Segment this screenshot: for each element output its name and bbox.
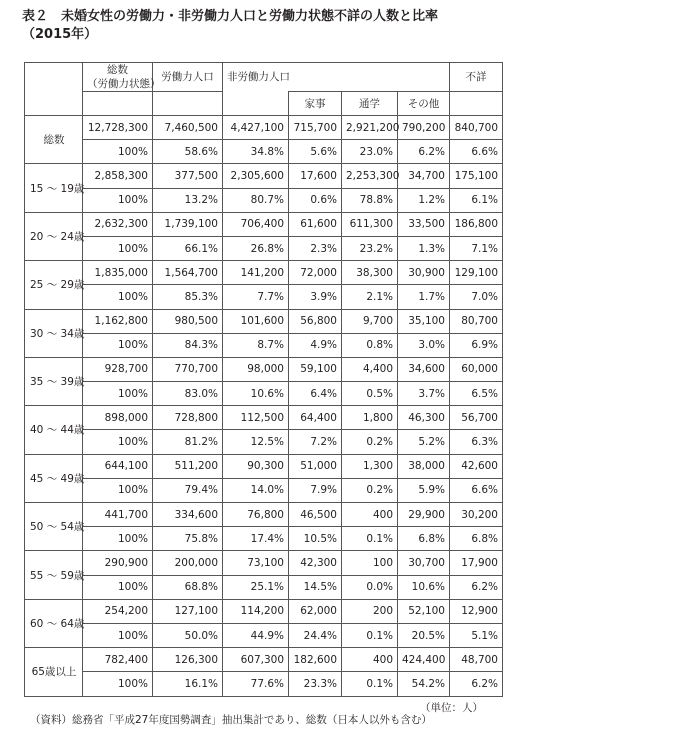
percent-cell: 0.0%: [342, 575, 398, 599]
percent-cell: 14.0%: [223, 478, 289, 502]
percent-cell: 68.8%: [153, 575, 223, 599]
count-cell: 34,700: [398, 164, 450, 188]
percent-cell: 83.0%: [153, 382, 223, 406]
percent-cell: 14.5%: [289, 575, 342, 599]
row-label: 35 〜 39歳: [25, 357, 83, 405]
percent-cell: 77.6%: [223, 672, 289, 696]
corner-header: [25, 63, 83, 116]
table-row: [25, 551, 503, 575]
percent-cell: 10.6%: [398, 575, 450, 599]
percent-cell: 0.1%: [342, 527, 398, 551]
row-label: 30 〜 34歳: [25, 309, 83, 357]
percent-cell: 1.7%: [398, 285, 450, 309]
count-cell: 898,000: [83, 406, 153, 430]
count-cell: 114,200: [223, 599, 289, 623]
count-cell: 334,600: [153, 503, 223, 527]
count-cell: 42,600: [450, 454, 503, 478]
count-cell: 607,300: [223, 648, 289, 672]
percent-cell: 6.1%: [450, 188, 503, 212]
percent-cell: 8.7%: [223, 333, 289, 357]
percent-cell: 17.4%: [223, 527, 289, 551]
table-row: [25, 648, 503, 672]
percent-cell: 1.3%: [398, 236, 450, 260]
count-cell: 790,200: [398, 116, 450, 140]
count-cell: 728,800: [153, 406, 223, 430]
count-cell: 141,200: [223, 261, 289, 285]
header-other: その他: [398, 92, 450, 116]
table-row: [25, 527, 503, 551]
percent-cell: 6.2%: [450, 575, 503, 599]
percent-cell: 0.1%: [342, 672, 398, 696]
percent-cell: 100%: [83, 527, 153, 551]
count-cell: 400: [342, 648, 398, 672]
percent-cell: 0.6%: [289, 188, 342, 212]
percent-cell: 7.9%: [289, 478, 342, 502]
count-cell: 52,100: [398, 599, 450, 623]
percent-cell: 2.1%: [342, 285, 398, 309]
percent-cell: 26.8%: [223, 236, 289, 260]
row-label: 40 〜 44歳: [25, 406, 83, 454]
percent-cell: 7.7%: [223, 285, 289, 309]
count-cell: 290,900: [83, 551, 153, 575]
count-cell: 441,700: [83, 503, 153, 527]
percent-cell: 100%: [83, 333, 153, 357]
count-cell: 644,100: [83, 454, 153, 478]
header-nonlabor-spacer: [223, 92, 289, 116]
percent-cell: 100%: [83, 140, 153, 164]
count-cell: 72,000: [289, 261, 342, 285]
table-row: [25, 599, 503, 623]
count-cell: 33,500: [398, 212, 450, 236]
table-row: [25, 116, 503, 140]
count-cell: 4,400: [342, 357, 398, 381]
count-cell: 928,700: [83, 357, 153, 381]
count-cell: 64,400: [289, 406, 342, 430]
percent-cell: 6.5%: [450, 382, 503, 406]
table-row: [25, 503, 503, 527]
count-cell: 42,300: [289, 551, 342, 575]
count-cell: 980,500: [153, 309, 223, 333]
count-cell: 254,200: [83, 599, 153, 623]
count-cell: 112,500: [223, 406, 289, 430]
count-cell: 840,700: [450, 116, 503, 140]
percent-cell: 80.7%: [223, 188, 289, 212]
header-unknown: 不詳: [450, 63, 503, 92]
percent-cell: 6.6%: [450, 140, 503, 164]
count-cell: 1,739,100: [153, 212, 223, 236]
percent-cell: 50.0%: [153, 623, 223, 647]
percent-cell: 6.4%: [289, 382, 342, 406]
count-cell: 782,400: [83, 648, 153, 672]
count-cell: 2,858,300: [83, 164, 153, 188]
percent-cell: 0.8%: [342, 333, 398, 357]
count-cell: 127,100: [153, 599, 223, 623]
percent-cell: 25.1%: [223, 575, 289, 599]
percent-cell: 100%: [83, 575, 153, 599]
table-row: [25, 623, 503, 647]
percent-cell: 6.3%: [450, 430, 503, 454]
table-row: [25, 406, 503, 430]
header-total: [83, 63, 161, 92]
percent-cell: 100%: [83, 285, 153, 309]
header-housework: 家事: [289, 92, 342, 116]
percent-cell: 6.2%: [398, 140, 450, 164]
percent-cell: 6.2%: [450, 672, 503, 696]
count-cell: 30,700: [398, 551, 450, 575]
percent-cell: 2.3%: [289, 236, 342, 260]
row-label: 65歳以上: [25, 648, 83, 696]
count-cell: 100: [342, 551, 398, 575]
percent-cell: 6.9%: [450, 333, 503, 357]
percent-cell: 24.4%: [289, 623, 342, 647]
row-label: 25 〜 29歳: [25, 261, 83, 309]
table-row: [25, 261, 503, 285]
count-cell: 48,700: [450, 648, 503, 672]
table-body: [25, 116, 503, 697]
count-cell: 186,800: [450, 212, 503, 236]
count-cell: 17,600: [289, 164, 342, 188]
percent-cell: 7.0%: [450, 285, 503, 309]
percent-cell: 23.3%: [289, 672, 342, 696]
percent-cell: 79.4%: [153, 478, 223, 502]
count-cell: 511,200: [153, 454, 223, 478]
count-cell: 2,305,600: [223, 164, 289, 188]
count-cell: 12,728,300: [83, 116, 153, 140]
percent-cell: 84.3%: [153, 333, 223, 357]
count-cell: 30,900: [398, 261, 450, 285]
count-cell: 60,000: [450, 357, 503, 381]
row-label: 15 〜 19歳: [25, 164, 83, 212]
count-cell: 200,000: [153, 551, 223, 575]
percent-cell: 3.9%: [289, 285, 342, 309]
table-row: [25, 478, 503, 502]
header-school: 通学: [342, 92, 398, 116]
percent-cell: 20.5%: [398, 623, 450, 647]
count-cell: 38,000: [398, 454, 450, 478]
header-total-sub: （労働力状態）: [87, 78, 161, 90]
percent-cell: 100%: [83, 430, 153, 454]
count-cell: 46,300: [398, 406, 450, 430]
count-cell: 2,632,300: [83, 212, 153, 236]
table-row: [25, 188, 503, 212]
table-row: [25, 357, 503, 381]
count-cell: 377,500: [153, 164, 223, 188]
count-cell: 182,600: [289, 648, 342, 672]
table-row: [25, 309, 503, 333]
header-total-spacer: [83, 92, 153, 116]
count-cell: 1,800: [342, 406, 398, 430]
count-cell: 73,100: [223, 551, 289, 575]
table-row: [25, 140, 503, 164]
percent-cell: 66.1%: [153, 236, 223, 260]
header-unknown-spacer: [450, 92, 503, 116]
percent-cell: 0.2%: [342, 430, 398, 454]
percent-cell: 6.8%: [398, 527, 450, 551]
count-cell: 715,700: [289, 116, 342, 140]
percent-cell: 7.1%: [450, 236, 503, 260]
count-cell: 9,700: [342, 309, 398, 333]
percent-cell: 54.2%: [398, 672, 450, 696]
percent-cell: 6.6%: [450, 478, 503, 502]
percent-cell: 1.2%: [398, 188, 450, 212]
percent-cell: 100%: [83, 236, 153, 260]
count-cell: 17,900: [450, 551, 503, 575]
count-cell: 80,700: [450, 309, 503, 333]
count-cell: 35,100: [398, 309, 450, 333]
percent-cell: 3.0%: [398, 333, 450, 357]
percent-cell: 16.1%: [153, 672, 223, 696]
count-cell: 1,564,700: [153, 261, 223, 285]
table-row: [25, 164, 503, 188]
percent-cell: 100%: [83, 188, 153, 212]
percent-cell: 100%: [83, 478, 153, 502]
count-cell: 76,800: [223, 503, 289, 527]
count-cell: 46,500: [289, 503, 342, 527]
count-cell: 29,900: [398, 503, 450, 527]
percent-cell: 12.5%: [223, 430, 289, 454]
count-cell: 12,900: [450, 599, 503, 623]
count-cell: 770,700: [153, 357, 223, 381]
percent-cell: 10.5%: [289, 527, 342, 551]
unit-note: （単位：人）: [420, 702, 483, 714]
percent-cell: 34.8%: [223, 140, 289, 164]
percent-cell: 13.2%: [153, 188, 223, 212]
count-cell: 126,300: [153, 648, 223, 672]
count-cell: 424,400: [398, 648, 450, 672]
table-row: [25, 333, 503, 357]
percent-cell: 0.1%: [342, 623, 398, 647]
count-cell: 175,100: [450, 164, 503, 188]
count-cell: 1,162,800: [83, 309, 153, 333]
count-cell: 62,000: [289, 599, 342, 623]
title-line-2: （2015年）: [22, 27, 98, 42]
percent-cell: 10.6%: [223, 382, 289, 406]
percent-cell: 5.1%: [450, 623, 503, 647]
count-cell: 101,600: [223, 309, 289, 333]
percent-cell: 6.8%: [450, 527, 503, 551]
percent-cell: 0.2%: [342, 478, 398, 502]
count-cell: 611,300: [342, 212, 398, 236]
percent-cell: 85.3%: [153, 285, 223, 309]
percent-cell: 81.2%: [153, 430, 223, 454]
table-title: [22, 8, 438, 44]
count-cell: 2,921,200: [342, 116, 398, 140]
row-label: 20 〜 24歳: [25, 212, 83, 260]
table-row: [25, 430, 503, 454]
percent-cell: 23.0%: [342, 140, 398, 164]
table-row: [25, 382, 503, 406]
percent-cell: 5.2%: [398, 430, 450, 454]
percent-cell: 7.2%: [289, 430, 342, 454]
percent-cell: 5.6%: [289, 140, 342, 164]
table-row: [25, 575, 503, 599]
count-cell: 59,100: [289, 357, 342, 381]
percent-cell: 75.8%: [153, 527, 223, 551]
percent-cell: 100%: [83, 382, 153, 406]
header-nonlabor: 非労働力人口: [223, 63, 450, 92]
count-cell: 2,253,300: [342, 164, 398, 188]
percent-cell: 100%: [83, 623, 153, 647]
percent-cell: 3.7%: [398, 382, 450, 406]
count-cell: 7,460,500: [153, 116, 223, 140]
data-table: [24, 62, 503, 697]
table-row: [25, 672, 503, 696]
percent-cell: 23.2%: [342, 236, 398, 260]
count-cell: 34,600: [398, 357, 450, 381]
table-row: [25, 285, 503, 309]
count-cell: 1,835,000: [83, 261, 153, 285]
row-label: 60 〜 64歳: [25, 599, 83, 647]
percent-cell: 78.8%: [342, 188, 398, 212]
count-cell: 129,100: [450, 261, 503, 285]
count-cell: 706,400: [223, 212, 289, 236]
row-label: 50 〜 54歳: [25, 503, 83, 551]
count-cell: 56,800: [289, 309, 342, 333]
header-total-label: 総数: [107, 64, 128, 76]
header-labor-spacer: [153, 92, 223, 116]
row-label: 45 〜 49歳: [25, 454, 83, 502]
table-row: [25, 236, 503, 260]
percent-cell: 4.9%: [289, 333, 342, 357]
row-label: 55 〜 59歳: [25, 551, 83, 599]
count-cell: 38,300: [342, 261, 398, 285]
percent-cell: 58.6%: [153, 140, 223, 164]
count-cell: 90,300: [223, 454, 289, 478]
row-label: 総数: [25, 116, 83, 164]
title-line-1: 表２ 未婚女性の労働力・非労働力人口と労働力状態不詳の人数と比率: [22, 9, 439, 24]
percent-cell: 100%: [83, 672, 153, 696]
count-cell: 30,200: [450, 503, 503, 527]
source-note: （資料）総務省「平成27年度国勢調査」抽出集計であり、総数（日本人以外も含む）: [30, 714, 432, 726]
percent-cell: 5.9%: [398, 478, 450, 502]
count-cell: 51,000: [289, 454, 342, 478]
count-cell: 98,000: [223, 357, 289, 381]
table-row: [25, 454, 503, 478]
header-labor: 労働力人口: [153, 63, 223, 92]
table-row: [25, 212, 503, 236]
count-cell: 61,600: [289, 212, 342, 236]
count-cell: 400: [342, 503, 398, 527]
count-cell: 200: [342, 599, 398, 623]
count-cell: 1,300: [342, 454, 398, 478]
count-cell: 4,427,100: [223, 116, 289, 140]
percent-cell: 44.9%: [223, 623, 289, 647]
count-cell: 56,700: [450, 406, 503, 430]
percent-cell: 0.5%: [342, 382, 398, 406]
